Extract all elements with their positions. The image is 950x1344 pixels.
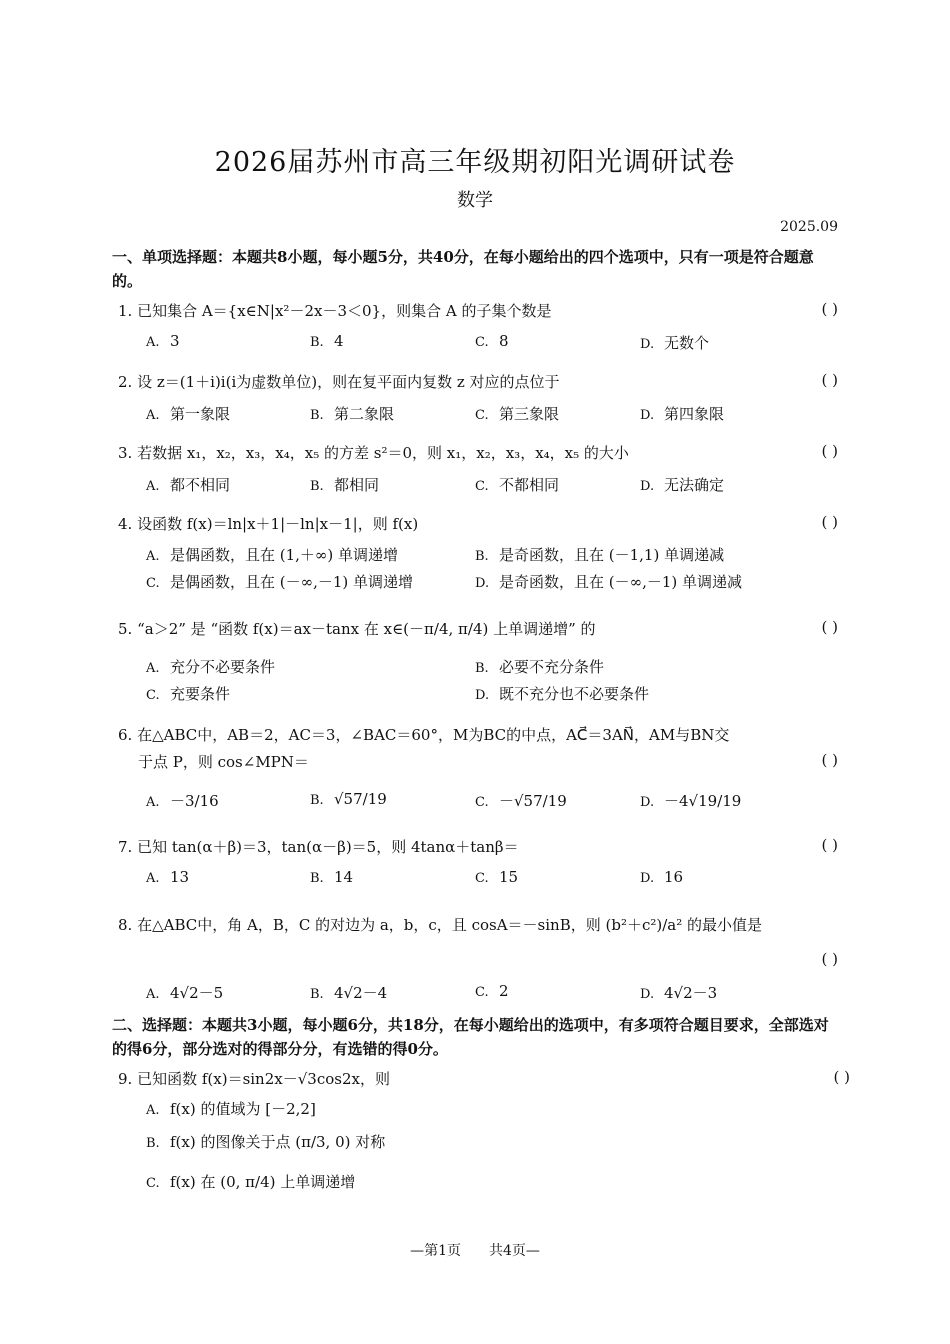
question-4-option-b[interactable]: B. 是奇函数，且在 (－1,1) 单调递减 <box>475 546 725 564</box>
question-6-option-a[interactable]: A. －3/16 <box>146 792 219 810</box>
question-3-answer-bracket[interactable]: ( ) <box>821 442 838 460</box>
question-6-option-d[interactable]: D. －4√19/19 <box>640 792 742 810</box>
question-5-option-b[interactable]: B. 必要不充分条件 <box>475 658 605 676</box>
exam-date: 2025.09 <box>780 219 838 235</box>
question-8-option-d[interactable]: D. 4√2－3 <box>640 984 718 1002</box>
question-6-option-b[interactable]: B. √57/19 <box>310 790 387 808</box>
question-1-answer-bracket[interactable]: ( ) <box>821 300 838 318</box>
question-1-option-c[interactable]: C. 8 <box>475 332 509 350</box>
question-3-option-b[interactable]: B. 都相同 <box>310 476 380 494</box>
question-2-option-a[interactable]: A. 第一象限 <box>146 405 231 423</box>
question-1-option-b[interactable]: B. 4 <box>310 332 344 350</box>
question-2-option-d[interactable]: D. 第四象限 <box>640 405 725 423</box>
question-8-option-a[interactable]: A. 4√2－5 <box>146 984 224 1002</box>
question-5-stem: 5. “a＞2” 是 “函数 f(x)＝ax－tanx 在 x∈(－π/4, π/4) 上单调递增” 的 <box>118 620 596 638</box>
question-9-option-b[interactable]: B. f(x) 的图像关于点 (π/3, 0) 对称 <box>146 1133 386 1151</box>
section2-heading: 二、选择题：本题共3小题，每小题6分，共18分，在每小题给出的选项中，有多项符合题目要求，全部选对的得6分，部分选对的得部分分，有选错的得0分。 <box>112 1016 829 1058</box>
question-4-stem: 4. 设函数 f(x)＝ln|x＋1|－ln|x－1|，则 f(x) <box>118 515 419 533</box>
subject-title: 数学 <box>457 190 493 211</box>
question-1-option-a[interactable]: A. 3 <box>146 332 180 350</box>
page-footer: —第1页 共4页— <box>410 1243 540 1259</box>
question-7-option-b[interactable]: B. 14 <box>310 868 354 886</box>
question-1-stem: 1. 已知集合 A＝{x∈N|x²－2x－3＜0}，则集合 A 的子集个数是 <box>118 302 552 320</box>
question-7-option-c[interactable]: C. 15 <box>475 868 519 886</box>
question-6-stem-line2: 于点 P，则 cos∠MPN＝ <box>138 753 309 771</box>
question-9-option-a[interactable]: A. f(x) 的值域为 [－2,2] <box>146 1100 316 1118</box>
question-3-option-a[interactable]: A. 都不相同 <box>146 476 231 494</box>
question-4-answer-bracket[interactable]: ( ) <box>821 513 838 531</box>
question-7-stem: 7. 已知 tan(α＋β)＝3，tan(α－β)＝5，则 4tanα＋tanβ＝ <box>118 838 519 856</box>
question-8-answer-bracket[interactable]: ( ) <box>821 950 838 968</box>
section1-heading: 一、单项选择题：本题共8小题，每小题5分，共40分，在每小题给出的四个选项中，只有一项是符合题意的。 <box>112 248 814 290</box>
question-8-option-c[interactable]: C. 2 <box>475 982 509 1000</box>
question-7-answer-bracket[interactable]: ( ) <box>821 836 838 854</box>
question-9-option-c[interactable]: C. f(x) 在 (0, π/4) 上单调递增 <box>146 1173 356 1191</box>
question-6-stem: 6. 在△ABC中，AB＝2，AC＝3，∠BAC＝60°，M为BC的中点，AC⃗＝3AN⃗，AM与BN交 <box>118 726 730 744</box>
question-9-stem: 9. 已知函数 f(x)＝sin2x－√3cos2x，则 <box>118 1070 390 1088</box>
question-4-option-a[interactable]: A. 是偶函数，且在 (1,＋∞) 单调递增 <box>146 546 399 564</box>
exam-title: 2026届苏州市高三年级期初阳光调研试卷 <box>214 147 736 178</box>
question-3-option-d[interactable]: D. 无法确定 <box>640 476 725 494</box>
question-6-answer-bracket[interactable]: ( ) <box>821 751 838 769</box>
question-8-stem: 8. 在△ABC中，角 A，B，C 的对边为 a，b，c，且 cosA＝－sinB，则 (b²＋c²)/a² 的最小值是 <box>118 916 762 934</box>
question-4-option-d[interactable]: D. 是奇函数，且在 (－∞,－1) 单调递减 <box>475 573 743 591</box>
question-2-option-b[interactable]: B. 第二象限 <box>310 405 395 423</box>
question-2-stem: 2. 设 z＝(1＋i)i(i为虚数单位)，则在复平面内复数 z 对应的点位于 <box>118 373 560 391</box>
question-7-option-d[interactable]: D. 16 <box>640 868 684 886</box>
question-1-option-d[interactable]: D. 无数个 <box>640 334 710 352</box>
question-3-stem: 3. 若数据 x₁，x₂，x₃，x₄，x₅ 的方差 s²＝0，则 x₁，x₂，x₃，x₄，x₅ 的大小 <box>118 444 629 462</box>
question-5-answer-bracket[interactable]: ( ) <box>821 618 838 636</box>
question-4-option-c[interactable]: C. 是偶函数，且在 (－∞,－1) 单调递增 <box>146 573 414 591</box>
question-6-option-c[interactable]: C. －√57/19 <box>475 792 567 810</box>
question-2-answer-bracket[interactable]: ( ) <box>821 371 838 389</box>
question-3-option-c[interactable]: C. 不都相同 <box>475 476 560 494</box>
question-9-answer-bracket[interactable]: ( ) <box>833 1068 850 1086</box>
question-5-option-d[interactable]: D. 既不充分也不必要条件 <box>475 685 650 703</box>
question-2-option-c[interactable]: C. 第三象限 <box>475 405 560 423</box>
question-5-option-a[interactable]: A. 充分不必要条件 <box>146 658 276 676</box>
question-8-option-b[interactable]: B. 4√2－4 <box>310 984 388 1002</box>
question-7-option-a[interactable]: A. 13 <box>146 868 190 886</box>
question-5-option-c[interactable]: C. 充要条件 <box>146 685 231 703</box>
